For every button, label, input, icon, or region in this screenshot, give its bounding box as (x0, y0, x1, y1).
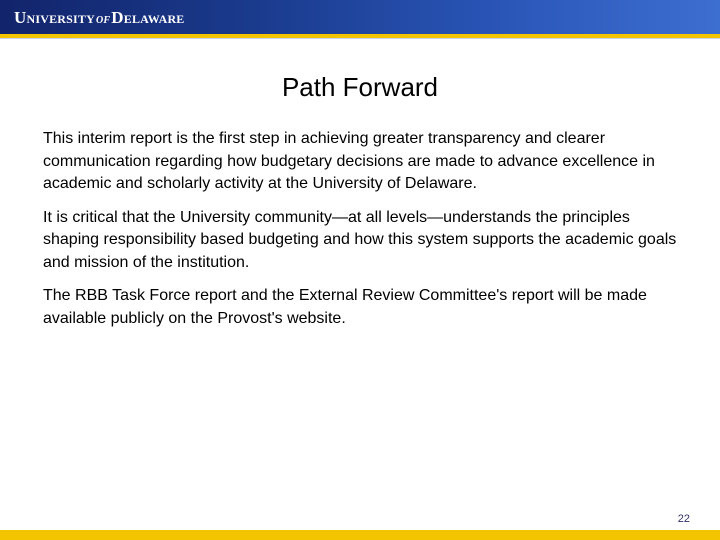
logo-text-elaware: ELAWARE (123, 12, 185, 26)
logo-text-of: OF (95, 15, 111, 26)
slide-body (43, 128, 688, 341)
header-divider (0, 38, 720, 39)
footer-gold-stripe (0, 530, 720, 540)
logo-text-niversity: NIVERSITY (26, 12, 95, 26)
slide-title: Path Forward (281, 72, 439, 102)
paragraph-2: It is critical that the University community—at all levels—understands the principles shaping responsibility based budgeting and how this system supports the academic goals and mission of the institution. (43, 208, 677, 271)
paragraph-3: The RBB Task Force report and the External Review Committee's report will be made available publicly on the Provost's website. (43, 287, 647, 327)
logo-initial-u: U (14, 8, 27, 27)
logo-initial-d: D (111, 8, 124, 27)
university-logo (14, 8, 185, 28)
page-number: 22 (677, 513, 690, 525)
paragraph-1: This interim report is the first step in achieving greater transparency and clearer communication regarding how budgetary decisions are made to advance excellence in academic and scholarly activity at the University of Delaware. (43, 130, 655, 192)
